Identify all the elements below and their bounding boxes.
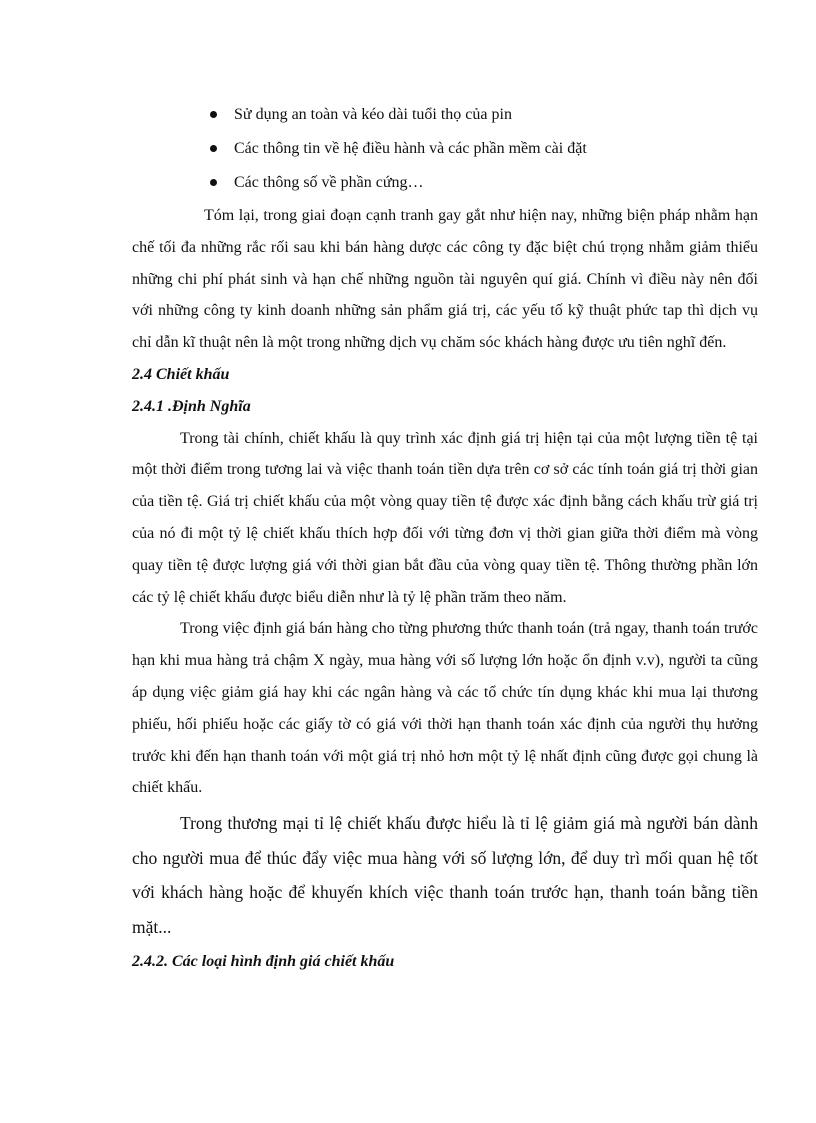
subsection-heading-definition: 2.4.1 .Định Nghĩa — [132, 397, 251, 415]
bullet-text: Sử dụng an toàn và kéo dài tuổi thọ của pin — [234, 106, 512, 123]
bullet-text: Các thông số về phần cứng… — [234, 174, 424, 191]
bullet-icon — [210, 145, 217, 152]
document-page — [132, 98, 758, 978]
bullet-text: Các thông tin về hệ điều hành và các phần mềm cài đặt — [234, 140, 587, 157]
finance-paragraph: Trong tài chính, chiết khấu là quy trình xác định giá trị hiện tại của một lượng tiền tệ tại một thời điểm trong tương lai và việc thanh toán tiền dựa trên cơ sở các tính toán giá trị thời gian của tiền tệ. Giá trị chiết khấu của một vòng quay tiền tệ được xác định bằng cách khấu trừ giá trị của nó đi một tỷ lệ chiết khấu thích hợp đối với từng đơn vị thời gian giữa thời điểm mà vòng quay tiền tệ được lượng giá với thời gian bắt đầu của vòng quay tiền tệ. Thông thường phần lớn các tỷ lệ chiết khấu được biểu diễn như là tỷ lệ phần trăm theo năm. — [132, 429, 758, 606]
feature-bullet-list — [132, 98, 758, 200]
pricing-paragraph: Trong việc định giá bán hàng cho từng phương thức thanh toán (trả ngay, thanh toán trước hạn khi mua hàng trả chậm X ngày, mua hàng với số lượng lớn hoặc ổn định v.v), người ta cũng áp dụng việc giảm giá hay khi các ngân hàng và các tổ chức tín dụng khác khi mua lại thương phiếu, hối phiếu hoặc các giấy tờ có giá với thời hạn thanh toán xác định của người thụ hưởng trước khi đến hạn thanh toán với một giá trị nhỏ hơn một tỷ lệ nhất định cũng được gọi chung là chiết khấu. — [132, 620, 758, 797]
list-item — [210, 166, 758, 200]
list-item — [210, 98, 758, 132]
summary-paragraph: Tóm lại, trong giai đoạn cạnh tranh gay gắt như hiện nay, những biện pháp nhằm hạn chế tối đa những rắc rối sau khi bán hàng dược các công ty đặc biệt chú trọng nhằm giảm thiểu những chi phí phát sinh và hạn chế những nguồn tài nguyên quí giá. Chính vì điều này nên đối với những công ty kinh doanh những sản phẩm giá trị, các yếu tố kỹ thuật phức tap thì dịch vụ chỉ dẫn kĩ thuật nên là một trong những dịch vụ chăm sóc khách hàng được ưu tiên nghĩ đến. — [132, 207, 758, 352]
list-item — [210, 132, 758, 166]
section-heading: 2.4 Chiết khấu — [132, 365, 230, 383]
bullet-icon — [210, 111, 217, 118]
commerce-paragraph: Trong thương mại tỉ lệ chiết khấu được hiểu là tỉ lệ giảm giá mà người bán dành cho người mua để thúc đẩy việc mua hàng với số lượng lớn, để duy trì mối quan hệ tốt với khách hàng hoặc để khuyến khích việc thanh toán trước hạn, thanh toán bằng tiền mặt... — [132, 813, 758, 937]
bullet-icon — [210, 179, 217, 186]
subsection-heading-types: 2.4.2. Các loại hình định giá chiết khấu — [132, 953, 395, 971]
